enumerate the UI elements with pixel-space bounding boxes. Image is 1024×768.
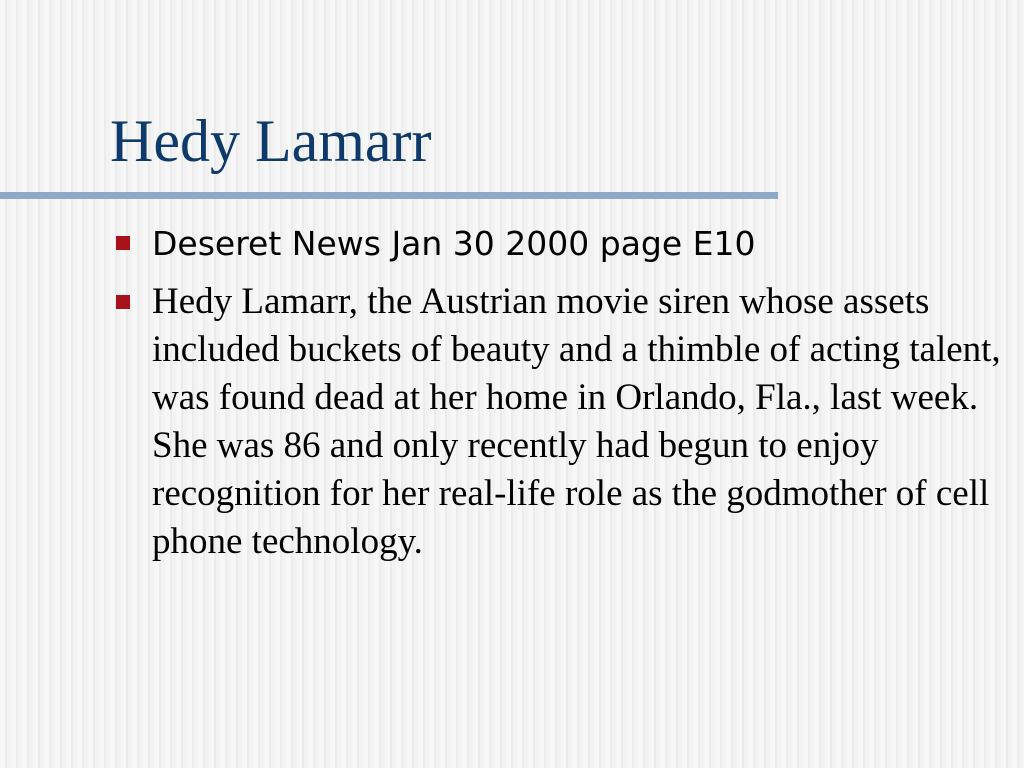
bullet-item-article <box>114 278 1004 566</box>
square-bullet-icon <box>116 295 130 309</box>
bullet-list <box>114 220 1004 576</box>
title-underline-rule <box>0 192 778 199</box>
square-bullet-icon <box>116 236 130 250</box>
bullet-text: Hedy Lamarr, the Austrian movie siren whose assets included buckets of beauty and a thimble of acting talent, was found dead at her home in Orlando, Fla., last week. She was 86 and only recently had begun to enjoy recognition for her real-life role as the godmother of cell phone technology. <box>152 281 1001 562</box>
bullet-text: Deseret News Jan 30 2000 page E10 <box>152 224 756 263</box>
bullet-item-source <box>114 220 1004 268</box>
slide-title: Hedy Lamarr <box>110 108 432 174</box>
